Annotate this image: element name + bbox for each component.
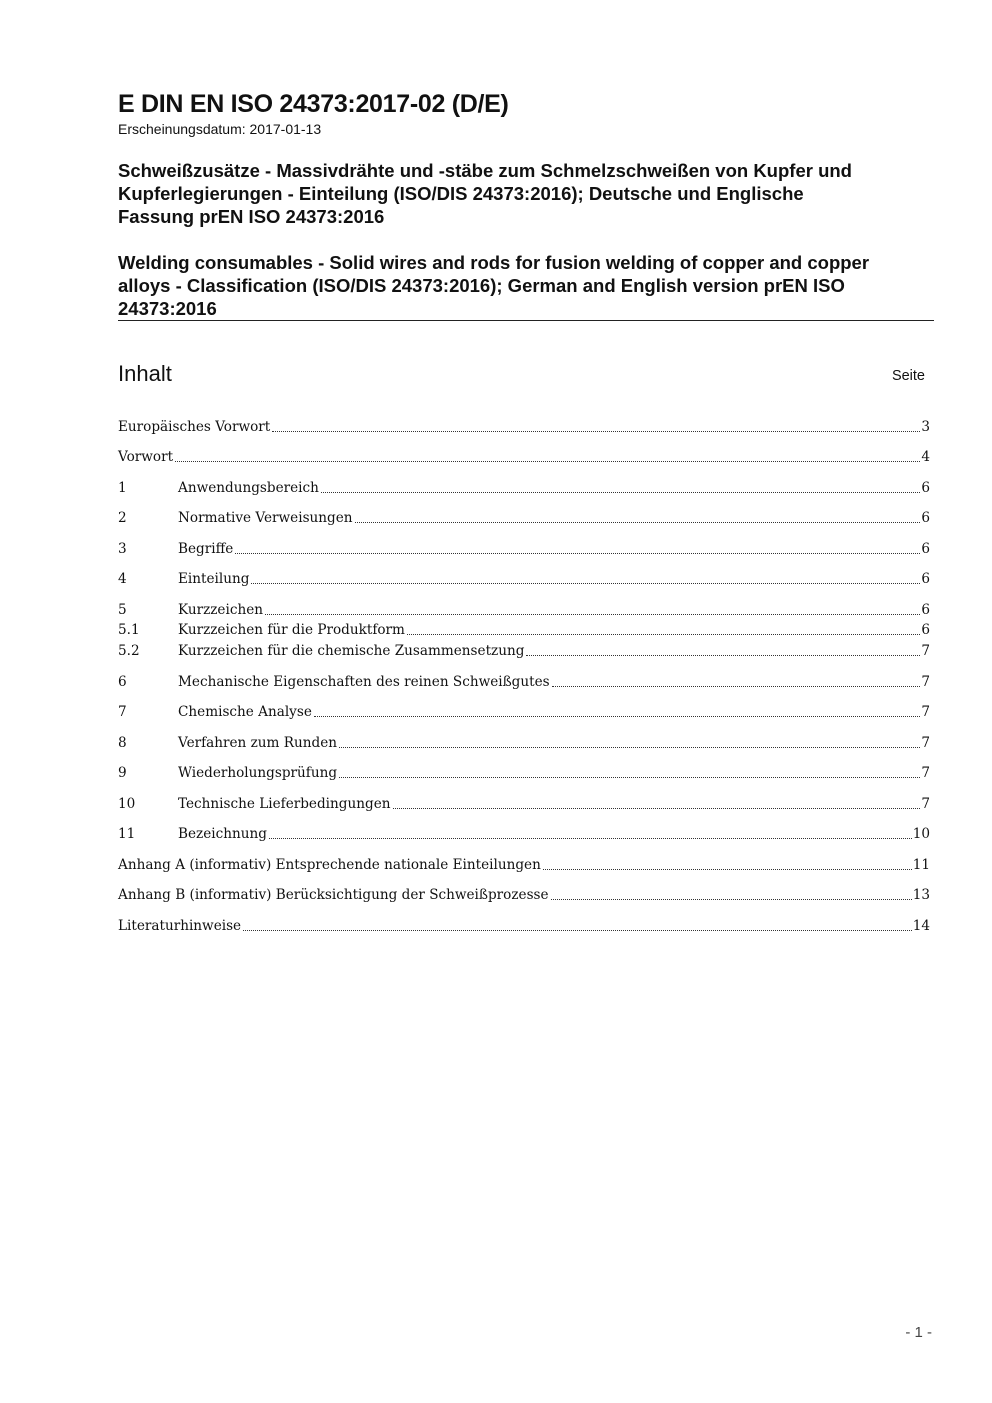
toc-entry-title: Kurzzeichen — [178, 602, 263, 618]
toc-entry-page: 6 — [921, 622, 930, 638]
toc-entry-title: Kurzzeichen für die chemische Zusammensetzung — [178, 643, 525, 659]
toc-entry-title: Normative Verweisungen — [178, 510, 353, 526]
title-english-line: alloys - Classification (ISO/DIS 24373:2016); German and English version prEN ISO — [118, 275, 845, 296]
toc-entry-page: 6 — [921, 480, 930, 496]
toc-entry-title: Verfahren zum Runden — [178, 735, 337, 751]
toc-entry-number: 11 — [118, 826, 136, 842]
toc-dot-leader — [235, 552, 920, 554]
toc-entry-number: 7 — [118, 704, 127, 720]
toc-entry[interactable] — [118, 620, 930, 640]
toc-entry-page: 14 — [912, 918, 930, 934]
toc-entry[interactable] — [118, 447, 930, 467]
title-english-line: Welding consumables - Solid wires and rods for fusion welding of copper and copper — [118, 252, 870, 273]
table-of-contents — [118, 0, 930, 1000]
toc-entry-page: 7 — [921, 674, 930, 690]
toc-entry-page: 6 — [921, 571, 930, 587]
toc-dot-leader — [552, 685, 921, 687]
toc-entry[interactable] — [118, 794, 930, 814]
toc-entry-page: 7 — [921, 735, 930, 751]
toc-entry-title: Mechanische Eigenschaften des reinen Schweißgutes — [178, 674, 550, 690]
toc-entry-number: 5.1 — [118, 622, 140, 638]
title-german-line: Schweißzusätze - Massivdrähte und -stäbe zum Schmelzschweißen von Kupfer und — [118, 160, 852, 181]
toc-entry[interactable] — [118, 763, 930, 783]
toc-entry-number: 4 — [118, 571, 127, 587]
toc-dot-leader — [272, 430, 920, 432]
toc-entry[interactable] — [118, 885, 930, 905]
publication-date: Erscheinungsdatum: 2017-01-13 — [118, 121, 322, 137]
toc-entry-number: 8 — [118, 735, 127, 751]
toc-entry-number: 3 — [118, 541, 127, 557]
toc-dot-leader — [321, 491, 920, 493]
toc-entry-title: Einteilung — [178, 571, 250, 587]
toc-entry-title: Anhang B (informativ) Berücksichtigung der Schweißprozesse — [118, 887, 549, 903]
toc-entry-title: Wiederholungsprüfung — [178, 765, 338, 781]
toc-entry-page: 6 — [921, 510, 930, 526]
toc-entry-page: 11 — [912, 857, 930, 873]
toc-entry-page: 7 — [921, 704, 930, 720]
toc-entry[interactable] — [118, 508, 930, 528]
toc-entry-number: 1 — [118, 480, 127, 496]
toc-dot-leader — [543, 868, 912, 870]
toc-entry-title: Bezeichnung — [178, 826, 267, 842]
toc-entry-page: 10 — [912, 826, 930, 842]
toc-heading: Inhalt — [118, 361, 172, 386]
toc-dot-leader — [355, 521, 921, 523]
toc-dot-leader — [251, 582, 920, 584]
toc-entry[interactable] — [118, 600, 930, 620]
toc-entry[interactable] — [118, 417, 930, 437]
toc-dot-leader — [551, 898, 912, 900]
toc-entry-title: Chemische Analyse — [178, 704, 312, 720]
toc-entry-title: Anhang A (informativ) Entsprechende nationale Einteilungen — [118, 857, 541, 873]
toc-dot-leader — [393, 807, 921, 809]
toc-entry[interactable] — [118, 478, 930, 498]
toc-entry[interactable] — [118, 855, 930, 875]
toc-dot-leader — [175, 460, 920, 462]
toc-entry[interactable] — [118, 733, 930, 753]
toc-entry[interactable] — [118, 916, 930, 936]
toc-entry-number: 10 — [118, 796, 136, 812]
toc-dot-leader — [339, 776, 920, 778]
toc-dot-leader — [269, 837, 912, 839]
toc-entry[interactable] — [118, 824, 930, 844]
toc-entry-title: Technische Lieferbedingungen — [178, 796, 391, 812]
toc-entry-title: Vorwort — [118, 449, 174, 465]
toc-entry-page: 7 — [921, 796, 930, 812]
toc-entry-page: 7 — [921, 765, 930, 781]
toc-entry[interactable] — [118, 672, 930, 692]
toc-page-column-label: Seite — [891, 368, 925, 384]
toc-entry[interactable] — [118, 569, 930, 589]
toc-dot-leader — [526, 654, 920, 656]
toc-dot-leader — [314, 715, 920, 717]
toc-entry[interactable] — [118, 539, 930, 559]
title-english-line: 24373:2016 — [118, 298, 217, 319]
toc-entry-title: Anwendungsbereich — [178, 480, 319, 496]
toc-entry-page: 13 — [912, 887, 930, 903]
toc-entry-page: 7 — [921, 643, 930, 659]
toc-entry-title: Europäisches Vorwort — [118, 419, 271, 435]
toc-entry-number: 2 — [118, 510, 127, 526]
toc-entry-number: 9 — [118, 765, 127, 781]
toc-entry-page: 6 — [921, 541, 930, 557]
toc-entry[interactable] — [118, 641, 930, 661]
toc-dot-leader — [407, 633, 920, 635]
toc-entry-number: 5.2 — [118, 643, 140, 659]
document-title: E DIN EN ISO 24373:2017-02 (D/E) — [118, 90, 509, 118]
toc-entry-page: 4 — [921, 449, 930, 465]
toc-entry-number: 6 — [118, 674, 127, 690]
toc-entry-title: Kurzzeichen für die Produktform — [178, 622, 405, 638]
toc-entry-page: 3 — [921, 419, 930, 435]
toc-entry-number: 5 — [118, 602, 127, 618]
toc-dot-leader — [243, 929, 912, 931]
toc-entry[interactable] — [118, 702, 930, 722]
toc-entry-title: Begriffe — [178, 541, 234, 557]
title-german-line: Kupferlegierungen - Einteilung (ISO/DIS 24373:2016); Deutsche und Englische — [118, 183, 804, 204]
page-number: - 1 - — [905, 1324, 932, 1341]
toc-entry-page: 6 — [921, 602, 930, 618]
toc-dot-leader — [265, 613, 920, 615]
toc-dot-leader — [339, 746, 920, 748]
toc-entry-title: Literaturhinweise — [118, 918, 242, 934]
title-german-line: Fassung prEN ISO 24373:2016 — [118, 206, 385, 227]
